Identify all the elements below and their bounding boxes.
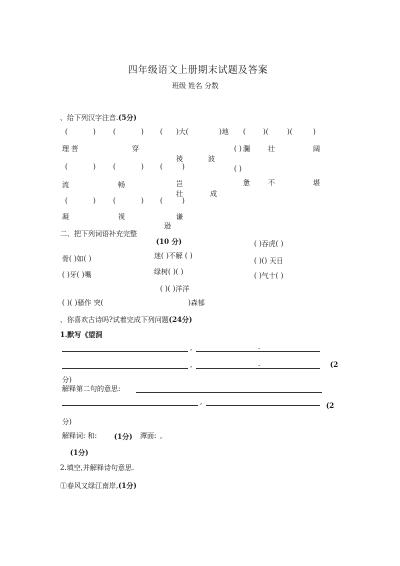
q3-comma-2: ,	[190, 361, 193, 369]
q3-fen-2: 分)	[62, 418, 72, 426]
q1-row1-bracket-9: )(	[263, 128, 269, 136]
q3-mark-2b: (2	[326, 401, 335, 410]
q2-line-3a: ( )牙( )嘴	[62, 271, 92, 279]
q3-item-1: 1.默写《望洞	[60, 330, 103, 339]
q3-item-2: 2.填空,并解释诗句意思.	[60, 464, 135, 472]
q3-score: (24分)	[168, 315, 193, 324]
q2-score: (10 分)	[156, 237, 182, 246]
q1-row1-bracket-8: (	[243, 128, 246, 136]
q1-row1-bracket-2: )	[93, 128, 96, 136]
q1-char-2: 穿	[132, 145, 139, 153]
q1-row2-char-4: 壮	[176, 190, 183, 198]
answer-line[interactable]	[136, 392, 322, 393]
q1-row2-char-3: 岂	[176, 180, 183, 188]
q3-label-text: 、你喜欢古诗吗?试着完成下列问题	[60, 316, 169, 324]
answer-line[interactable]	[62, 368, 188, 369]
q1-char-1: 理 菩	[62, 145, 79, 153]
q1-row2-bracket-1: (	[65, 163, 68, 171]
q1-char-4: 波	[208, 155, 215, 163]
q1-row1-bracket-1: (	[65, 128, 68, 136]
q1-row2-char-2: 畅	[118, 181, 125, 189]
q1-row2-bracket-3: (	[113, 163, 116, 171]
q1-row1-bracket-7: )地	[219, 128, 229, 136]
q1-score: (5分)	[118, 113, 137, 122]
q1-row1-bracket-3: (	[113, 128, 116, 136]
q2-line-5a: ( )( )骚作 突(	[62, 299, 104, 307]
q1-row3-char-4: 逊	[164, 222, 171, 230]
q2-line-2c: ( )() 天日	[254, 257, 284, 265]
q3-fen-1: 分)	[62, 376, 72, 384]
q1-row2-char-9: 堪	[313, 179, 320, 187]
q1-row1-bracket-4: )	[141, 128, 144, 136]
q1-row3-char-1: 凝	[62, 213, 69, 221]
q1-row2-char-8: 不	[268, 179, 275, 187]
q2-label: 二、把下列词语补充完整	[60, 230, 137, 238]
q1-row2-bracket-6: )	[182, 163, 185, 171]
q1-row3-bracket-2: )	[93, 197, 96, 205]
q1-char-6: 瀾	[243, 145, 250, 153]
q3-mark-2: (2	[330, 360, 339, 369]
q1-label	[60, 113, 137, 123]
q1-label-text: 、给下列汉字注音.	[60, 114, 119, 122]
q3-score-1: (1分)	[114, 432, 133, 441]
q3-explain-words: 解释词: 和:	[62, 432, 97, 440]
q3-dot-1: .	[258, 343, 261, 351]
q1-char-5: ( )	[234, 145, 242, 153]
q2-line-3b: 绿树( )( )	[154, 268, 184, 276]
q1-row1-bracket-10: )(	[287, 128, 293, 136]
q2-line-2a: 骨( )如( )	[62, 255, 92, 263]
q1-row2-char-6: ( )	[234, 165, 242, 173]
q3-comma-3: ,	[200, 398, 203, 406]
q1-row2-bracket-4: )	[141, 163, 144, 171]
q3-poem-line	[60, 481, 137, 491]
answer-line[interactable]	[206, 405, 320, 406]
q1-row2-bracket-2: )	[93, 163, 96, 171]
q3-label	[60, 315, 192, 325]
header-info: 班级 姓名 分数	[172, 82, 219, 90]
q1-row3-bracket-6: )	[182, 197, 185, 205]
q1-row2-char-7: 惫	[243, 179, 250, 187]
answer-line[interactable]	[62, 405, 198, 406]
q2-line-2b: 迷( )不解 ( )	[154, 252, 193, 260]
q1-row1-bracket-6: )大(	[176, 128, 189, 136]
q3-poem-score: (1分)	[118, 481, 137, 490]
q2-line-5b: )森郁	[188, 299, 205, 307]
q3-dot-3: ,	[160, 432, 163, 440]
q1-row2-char-1: 流	[62, 181, 69, 189]
q3-dot-2: .	[258, 360, 261, 368]
q3-comma-1: ,	[190, 344, 193, 352]
answer-line[interactable]	[62, 351, 188, 352]
q1-char-7: 壮	[268, 145, 275, 153]
q1-row1-bracket-5: (	[160, 128, 163, 136]
q2-line-3c: ( )气十( )	[254, 272, 284, 280]
q1-row3-bracket-1: (	[65, 197, 68, 205]
q1-char-8: 阔	[313, 145, 320, 153]
q1-row1-bracket-11: )	[313, 128, 316, 136]
q1-row3-bracket-5: (	[160, 197, 163, 205]
q3-poem: ①春风又绿江南岸,	[60, 482, 119, 490]
q3-score-line: (1分)	[70, 448, 89, 457]
q1-row3-bracket-4: )	[141, 197, 144, 205]
q1-row3-char-2: 视	[118, 213, 125, 221]
q1-row3-bracket-3: (	[113, 197, 116, 205]
q2-line-4: ( )( )洋洋	[160, 285, 190, 293]
q1-row2-char-5: 成	[210, 190, 217, 198]
q1-row3-char-3: 谦	[176, 213, 183, 221]
q1-row2-bracket-5: (	[160, 163, 163, 171]
q3-explain-label: 解释第二句的意思:	[62, 385, 121, 393]
q1-char-3: 祾	[176, 155, 183, 163]
q3-tanmian: 潭面:	[140, 432, 157, 440]
q2-line-1: ( )吞虎( )	[254, 240, 284, 248]
page-title: 四年级语文上册期末试题及答案	[128, 65, 269, 76]
